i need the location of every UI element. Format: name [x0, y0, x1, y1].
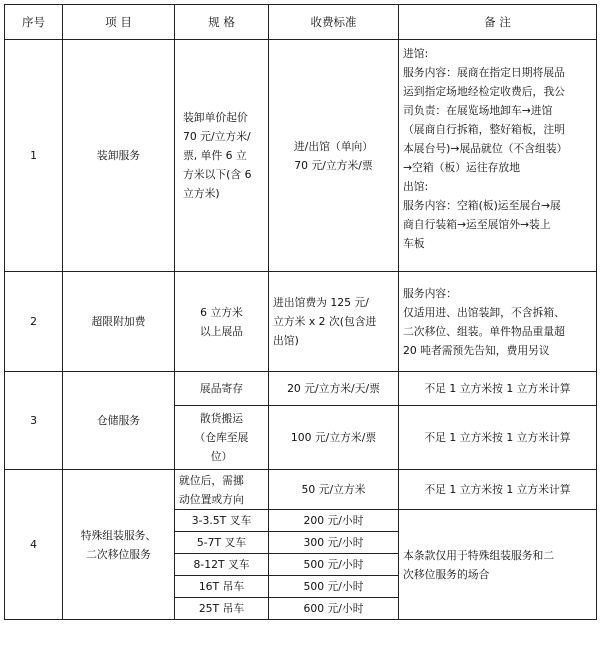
row-no: 2 — [5, 272, 63, 372]
row-standard: 200 元/小时 — [269, 510, 399, 532]
row-spec: 16T 吊车 — [175, 576, 269, 598]
table-row — [5, 470, 597, 510]
row-spec: 散货搬运 （仓库至展 位） — [175, 406, 269, 470]
row-no: 4 — [5, 470, 63, 620]
table-row — [5, 40, 597, 272]
fee-table-container — [4, 4, 597, 620]
row-standard: 100 元/立方米/票 — [269, 406, 399, 470]
row-spec: 装卸单价起价 70 元/立方米/ 票, 单件 6 立 方米以下(含 6 立方米) — [175, 40, 269, 272]
table-header-row — [5, 5, 597, 40]
row-spec: 8-12T 叉车 — [175, 554, 269, 576]
row-spec: 6 立方米 以上展品 — [175, 272, 269, 372]
header-standard: 收费标准 — [269, 5, 399, 40]
row-spec: 3-3.5T 叉车 — [175, 510, 269, 532]
row-item: 超限附加费 — [63, 272, 175, 372]
row-remark: 不足 1 立方米按 1 立方米计算 — [399, 470, 597, 510]
table-row — [5, 272, 597, 372]
row-remark: 服务内容： 仅适用进、出馆装卸，不含拆箱、 二次移位、组装。单件物品重量超 20 吨者需预先告知，费用另议 — [399, 272, 597, 372]
row-standard: 50 元/立方米 — [269, 470, 399, 510]
header-remark: 备 注 — [399, 5, 597, 40]
row-standard: 300 元/小时 — [269, 532, 399, 554]
row-remark: 进馆: 服务内容：展商在指定日期将展品 运到指定场地经检定收费后，我公 司负责：在展览场地卸车→进馆 （展商自行拆箱，整好箱板，注明 本展台号)→展品就位（不含组装） →空箱（板）运往存放地 出馆: 服务内容：空箱(板)运至展台→展 商自行装箱→运至展馆外→装上 车板 — [399, 40, 597, 272]
row-item: 仓储服务 — [63, 372, 175, 470]
header-spec: 规 格 — [175, 5, 269, 40]
row-remark: 不足 1 立方米按 1 立方米计算 — [399, 372, 597, 406]
row-spec: 展品寄存 — [175, 372, 269, 406]
row-standard: 600 元/小时 — [269, 598, 399, 620]
row-item: 装卸服务 — [63, 40, 175, 272]
header-item: 项 目 — [63, 5, 175, 40]
row-no: 3 — [5, 372, 63, 470]
row-spec: 就位后，需挪 动位置或方向 — [175, 470, 269, 510]
row-standard: 进/出馆（单向） 70 元/立方米/票 — [269, 40, 399, 272]
table-row — [5, 372, 597, 406]
header-no: 序号 — [5, 5, 63, 40]
row-standard: 500 元/小时 — [269, 554, 399, 576]
row-remark-shared: 本条款仅用于特殊组装服务和二 次移位服务的场合 — [399, 510, 597, 620]
row-remark: 不足 1 立方米按 1 立方米计算 — [399, 406, 597, 470]
fee-table — [4, 4, 597, 620]
row-no: 1 — [5, 40, 63, 272]
row-spec: 25T 吊车 — [175, 598, 269, 620]
row-standard: 进出馆费为 125 元/ 立方米 x 2 次(包含进 出馆) — [269, 272, 399, 372]
row-spec: 5-7T 叉车 — [175, 532, 269, 554]
row-item: 特殊组装服务、 二次移位服务 — [63, 470, 175, 620]
row-standard: 20 元/立方米/天/票 — [269, 372, 399, 406]
row-standard: 500 元/小时 — [269, 576, 399, 598]
